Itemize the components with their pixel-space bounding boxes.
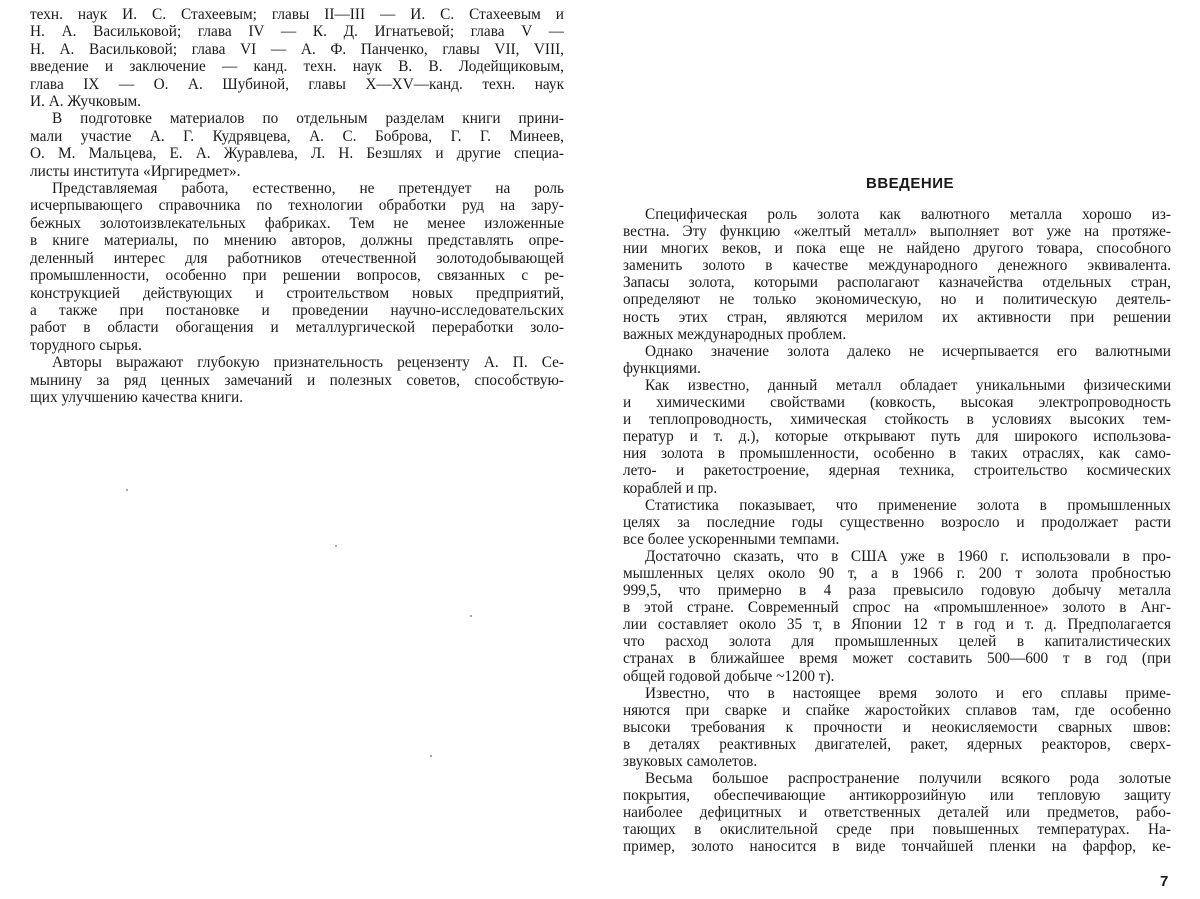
text-line: Однако значение золота далеко не исчерпывается его валютными [645, 342, 1171, 360]
paragraph [30, 354, 564, 406]
text-line: ператур и т. д.), которые открывают путь для широкого использова- [623, 428, 1171, 446]
text-line: важных международных проблем. [623, 325, 847, 343]
text-line: Статистика показывает, что применение золота в промышленных [645, 496, 1171, 514]
introduction-heading: ВВЕДЕНИЕ [866, 175, 954, 192]
text-line: кораблей и пр. [623, 479, 718, 497]
text-line: общей годовой добыче ~1200 т). [623, 667, 835, 685]
text-line: бежных золотоизвлекательных фабриках. Тем не менее изложенные [30, 214, 564, 232]
text-line: Н. А. Васильковой; глава VI — А. Ф. Панченко, главы VII, VIII, [30, 40, 564, 58]
text-line: ность этих стран, являются мерилом их активности при решении [623, 308, 1171, 326]
text-line: лето- и ракетостроение, ядерная техника, строительство космических [623, 462, 1171, 480]
text-line: странах в ближайшее время может составить 500—600 т в год (при [623, 650, 1171, 668]
text-line: Запасы золота, которыми располагают казначейства отдельных стран, [623, 274, 1171, 292]
text-line: И. А. Жучковым. [30, 93, 141, 111]
scan-speck [470, 615, 472, 617]
text-line: а также при постановке и проведении научно-исследовательских [30, 301, 564, 319]
text-line: что расход золота для промышленных целей в капиталистических [623, 633, 1171, 651]
scan-speck [430, 755, 432, 757]
text-line: Авторы выражают глубокую признательность рецензенту А. П. Се- [52, 354, 564, 372]
text-line: в этой стране. Современный спрос на «промышленное» золото в Анг- [623, 599, 1171, 617]
text-line: техн. наук И. С. Стахеевым; главы II—III — И. С. Стахеевым и [30, 6, 564, 23]
text-line: щих улучшению качества книги. [30, 388, 244, 406]
right-page-text-column [623, 206, 1171, 856]
text-line: покрытия, обеспечивающие антикоррозийную или тепловую защиту [623, 787, 1171, 805]
text-line: заменить золото в качестве международного денежного эквивалента. [623, 257, 1171, 275]
paragraph [30, 180, 564, 354]
text-line: и химическими свойствами (ковкость, высокая электропроводность [623, 394, 1171, 412]
paragraph [623, 548, 1171, 685]
text-line: высоки требования к прочности и неокисляемости сварных швов: [623, 718, 1171, 736]
text-line: звуковых самолетов. [623, 753, 758, 770]
text-line: все более ускоренными темпами. [623, 530, 840, 548]
paragraph [623, 685, 1171, 770]
text-line: мышленных целях около 90 т, а в 1966 г. 200 т золота пробностью [623, 564, 1171, 582]
text-line: глава IX — О. А. Шубиной, главы X—XV—канд. техн. наук [30, 75, 564, 93]
scan-speck [335, 545, 337, 547]
text-line: деленный интерес для работников отечественной золотодобывающей [30, 249, 564, 267]
text-line: лии составляет около 35 т, в Японии 12 т в год и т. д. Предполагается [623, 616, 1171, 634]
paragraph [623, 377, 1171, 497]
text-line: в деталях реактивных двигателей, ракет, ядерных реакторов, сверх- [623, 735, 1171, 753]
text-line: Представляемая работа, естественно, не претендует на роль [52, 180, 564, 198]
text-line: 999,5, что примерно в 4 раза превысило годовую добычу металла [623, 582, 1171, 600]
text-line: в книге материалы, по мнению авторов, должны представлять опре- [30, 232, 564, 250]
text-line: Известно, что в настоящее время золото и его сплавы приме- [645, 684, 1171, 702]
text-line: О. М. Мальцева, Е. А. Журавлева, Л. Н. Безшлях и другие специа- [30, 145, 564, 163]
text-line: введение и заключение — канд. техн. наук В. В. Лодейщиковым, [30, 58, 564, 76]
text-line: торудного сырья. [30, 336, 142, 354]
text-line: работ в области обогащения и металлургической переработки золо- [30, 319, 564, 337]
text-line: Как известно, данный металл обладает уникальными физическими [645, 376, 1171, 394]
page-number: 7 [1160, 873, 1169, 890]
text-line: пример, золото наносится в виде тончайшей пленки на фарфор, ке- [623, 838, 1171, 856]
left-page-text-column [30, 6, 564, 406]
text-line: тающих в окислительной среде при повышенных температурах. На- [623, 821, 1171, 839]
text-line: Н. А. Васильковой; глава IV — К. Д. Игнатьевой; глава V — [30, 23, 564, 41]
text-line: функциями. [623, 359, 701, 377]
text-line: вестна. Эту функцию «желтый металл» выполняет вот уже на протяже- [623, 223, 1171, 241]
paragraph [623, 206, 1171, 343]
text-line: Специфическая роль золота как валютного металла хорошо из- [645, 206, 1171, 223]
text-line: исчерпывающего справочника по технологии обработки руд на зару- [30, 197, 564, 215]
text-line: промышленности, особенно при решении вопросов, связанных с ре- [30, 267, 564, 285]
text-line: целях за последние годы существенно возросло и продолжает расти [623, 513, 1171, 531]
paragraph [623, 343, 1171, 377]
paragraph [623, 497, 1171, 548]
text-line: конструкцией действующих и строительством новых предприятий, [30, 284, 564, 302]
text-line: няются при сварке и спайке жаростойких сплавов там, где особенно [623, 701, 1171, 719]
text-line: В подготовке материалов по отдельным разделам книги прини- [52, 110, 564, 128]
text-line: наиболее дефицитных и ответственных деталей или предметов, рабо- [623, 804, 1171, 822]
text-line: Весьма большое распространение получили всякого рода золотые [645, 770, 1171, 788]
text-line: и теплопроводность, химическая стойкость в условиях высоких тем- [623, 411, 1171, 429]
text-line: листы института «Иргиредмет». [30, 162, 241, 180]
scan-speck [126, 489, 128, 491]
text-line: Достаточно сказать, что в США уже в 1960 г. использовали в про- [645, 547, 1171, 565]
text-line: ния золота в промышленности, особенно в таких отраслях, как само- [623, 445, 1171, 463]
text-line: мынину за ряд ценных замечаний и полезных советов, способствую- [30, 371, 564, 389]
text-line: нии многих веков, и пока еще не найдено другого товара, способного [623, 240, 1171, 258]
paragraph [623, 770, 1171, 855]
paragraph [30, 6, 564, 110]
text-line: определяют не только экономическую, но и политическую деятель- [623, 291, 1171, 309]
text-line: мали участие А. Г. Кудрявцева, А. С. Боброва, Г. Г. Минеев, [30, 127, 564, 145]
paragraph [30, 110, 564, 180]
